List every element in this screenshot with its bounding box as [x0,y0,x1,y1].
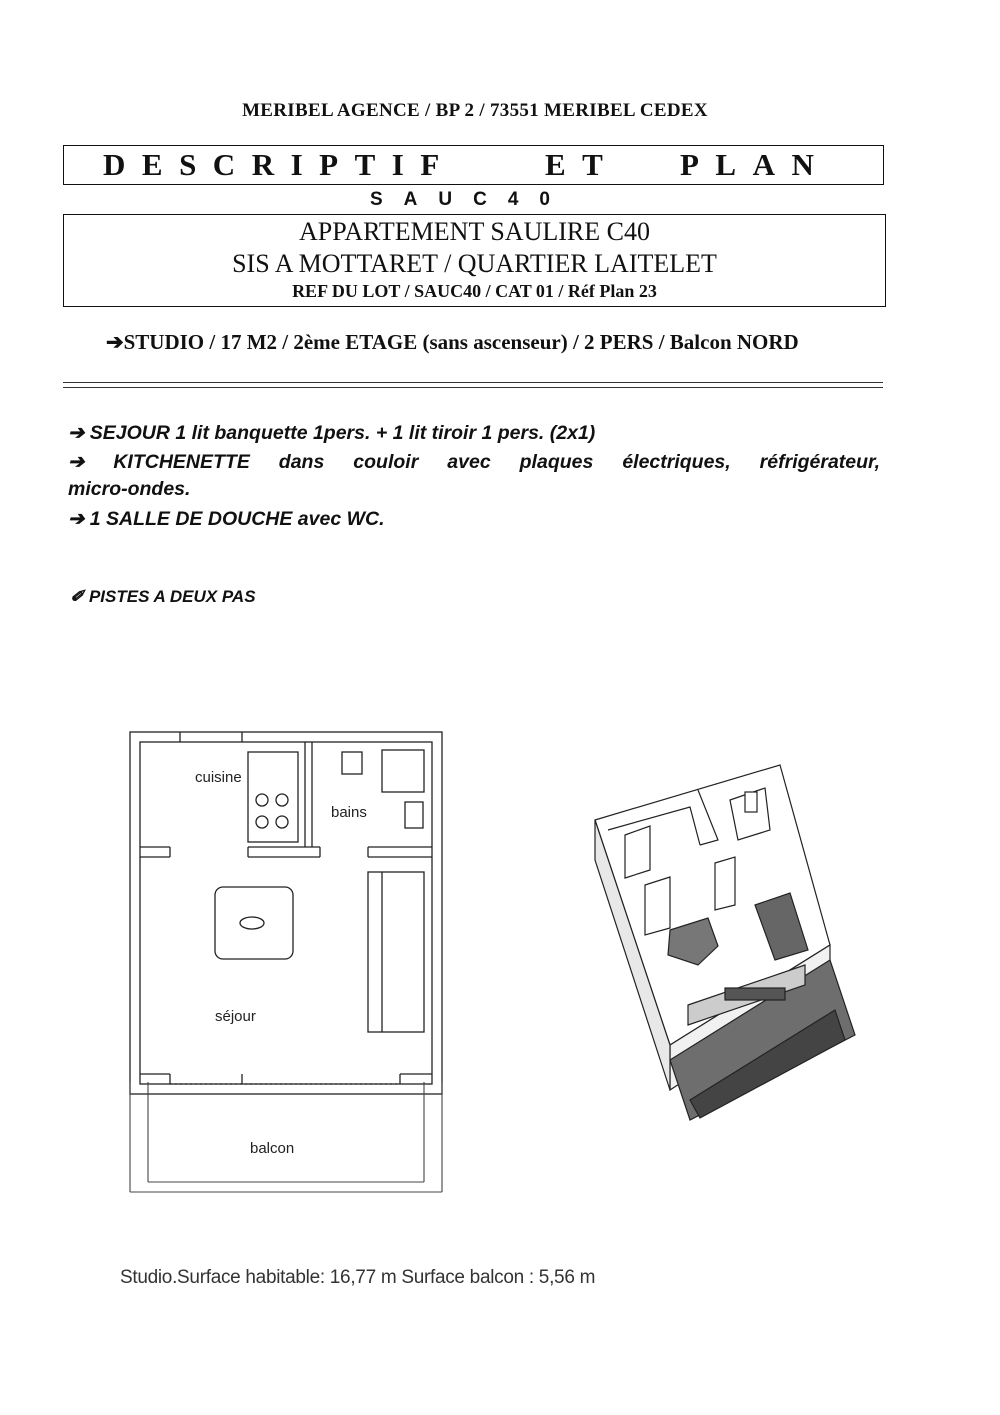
bed [368,872,424,1032]
table [215,887,293,959]
isometric-view [590,760,870,1120]
plan-label-balcon: balcon [250,1140,295,1157]
feature-kitchenette: ➔ KITCHENETTE dans couloir avec plaques électriques, réfrigérateur, [68,451,880,473]
property-location: SIS A MOTTARET / QUARTIER LAITELET [232,249,717,278]
title-descriptif: DESCRIPTIF [103,147,456,182]
plan-label-bains: bains [331,804,367,821]
title-et: ET [545,147,620,182]
lot-code: SAUC40 [370,189,571,210]
surface-note: Studio.Surface habitable: 16,77 m Surface balcon : 5,56 m [120,1267,596,1288]
agency-address: MERIBEL AGENCE / BP 2 / 73551 MERIBEL CEDEX [242,100,708,121]
feature-sejour: ➔ SEJOUR 1 lit banquette 1pers. + 1 lit tiroir 1 pers. (2x1) [68,422,596,444]
shower [382,750,424,792]
feature-kitchenette-cont: micro-ondes. [68,478,191,500]
floor-plan [120,722,460,1025]
outer-wall [130,732,442,1094]
feature-salle-douche: ➔ 1 SALLE DE DOUCHE avec WC. [68,508,385,530]
wc [405,802,423,828]
sink [342,752,362,774]
balcony-plan [120,1082,460,1212]
divider-top [63,382,883,383]
studio-summary: ➔STUDIO / 17 M2 / 2ème ETAGE (sans ascenseur) / 2 PERS / Balcon NORD [106,330,799,354]
divider-bottom [63,387,883,388]
plan-label-cuisine: cuisine [195,769,242,786]
property-title: APPARTEMENT SAULIRE C40 [299,217,650,246]
title-plan: PLAN [680,147,831,182]
plan-label-sejour: séjour [215,1008,256,1025]
inner-wall [140,742,432,1084]
pistes-note: ✐ PISTES A DEUX PAS [70,587,256,606]
property-reference: REF DU LOT / SAUC40 / CAT 01 / Réf Plan 23 [292,281,657,301]
kitchen-counter [248,752,298,842]
